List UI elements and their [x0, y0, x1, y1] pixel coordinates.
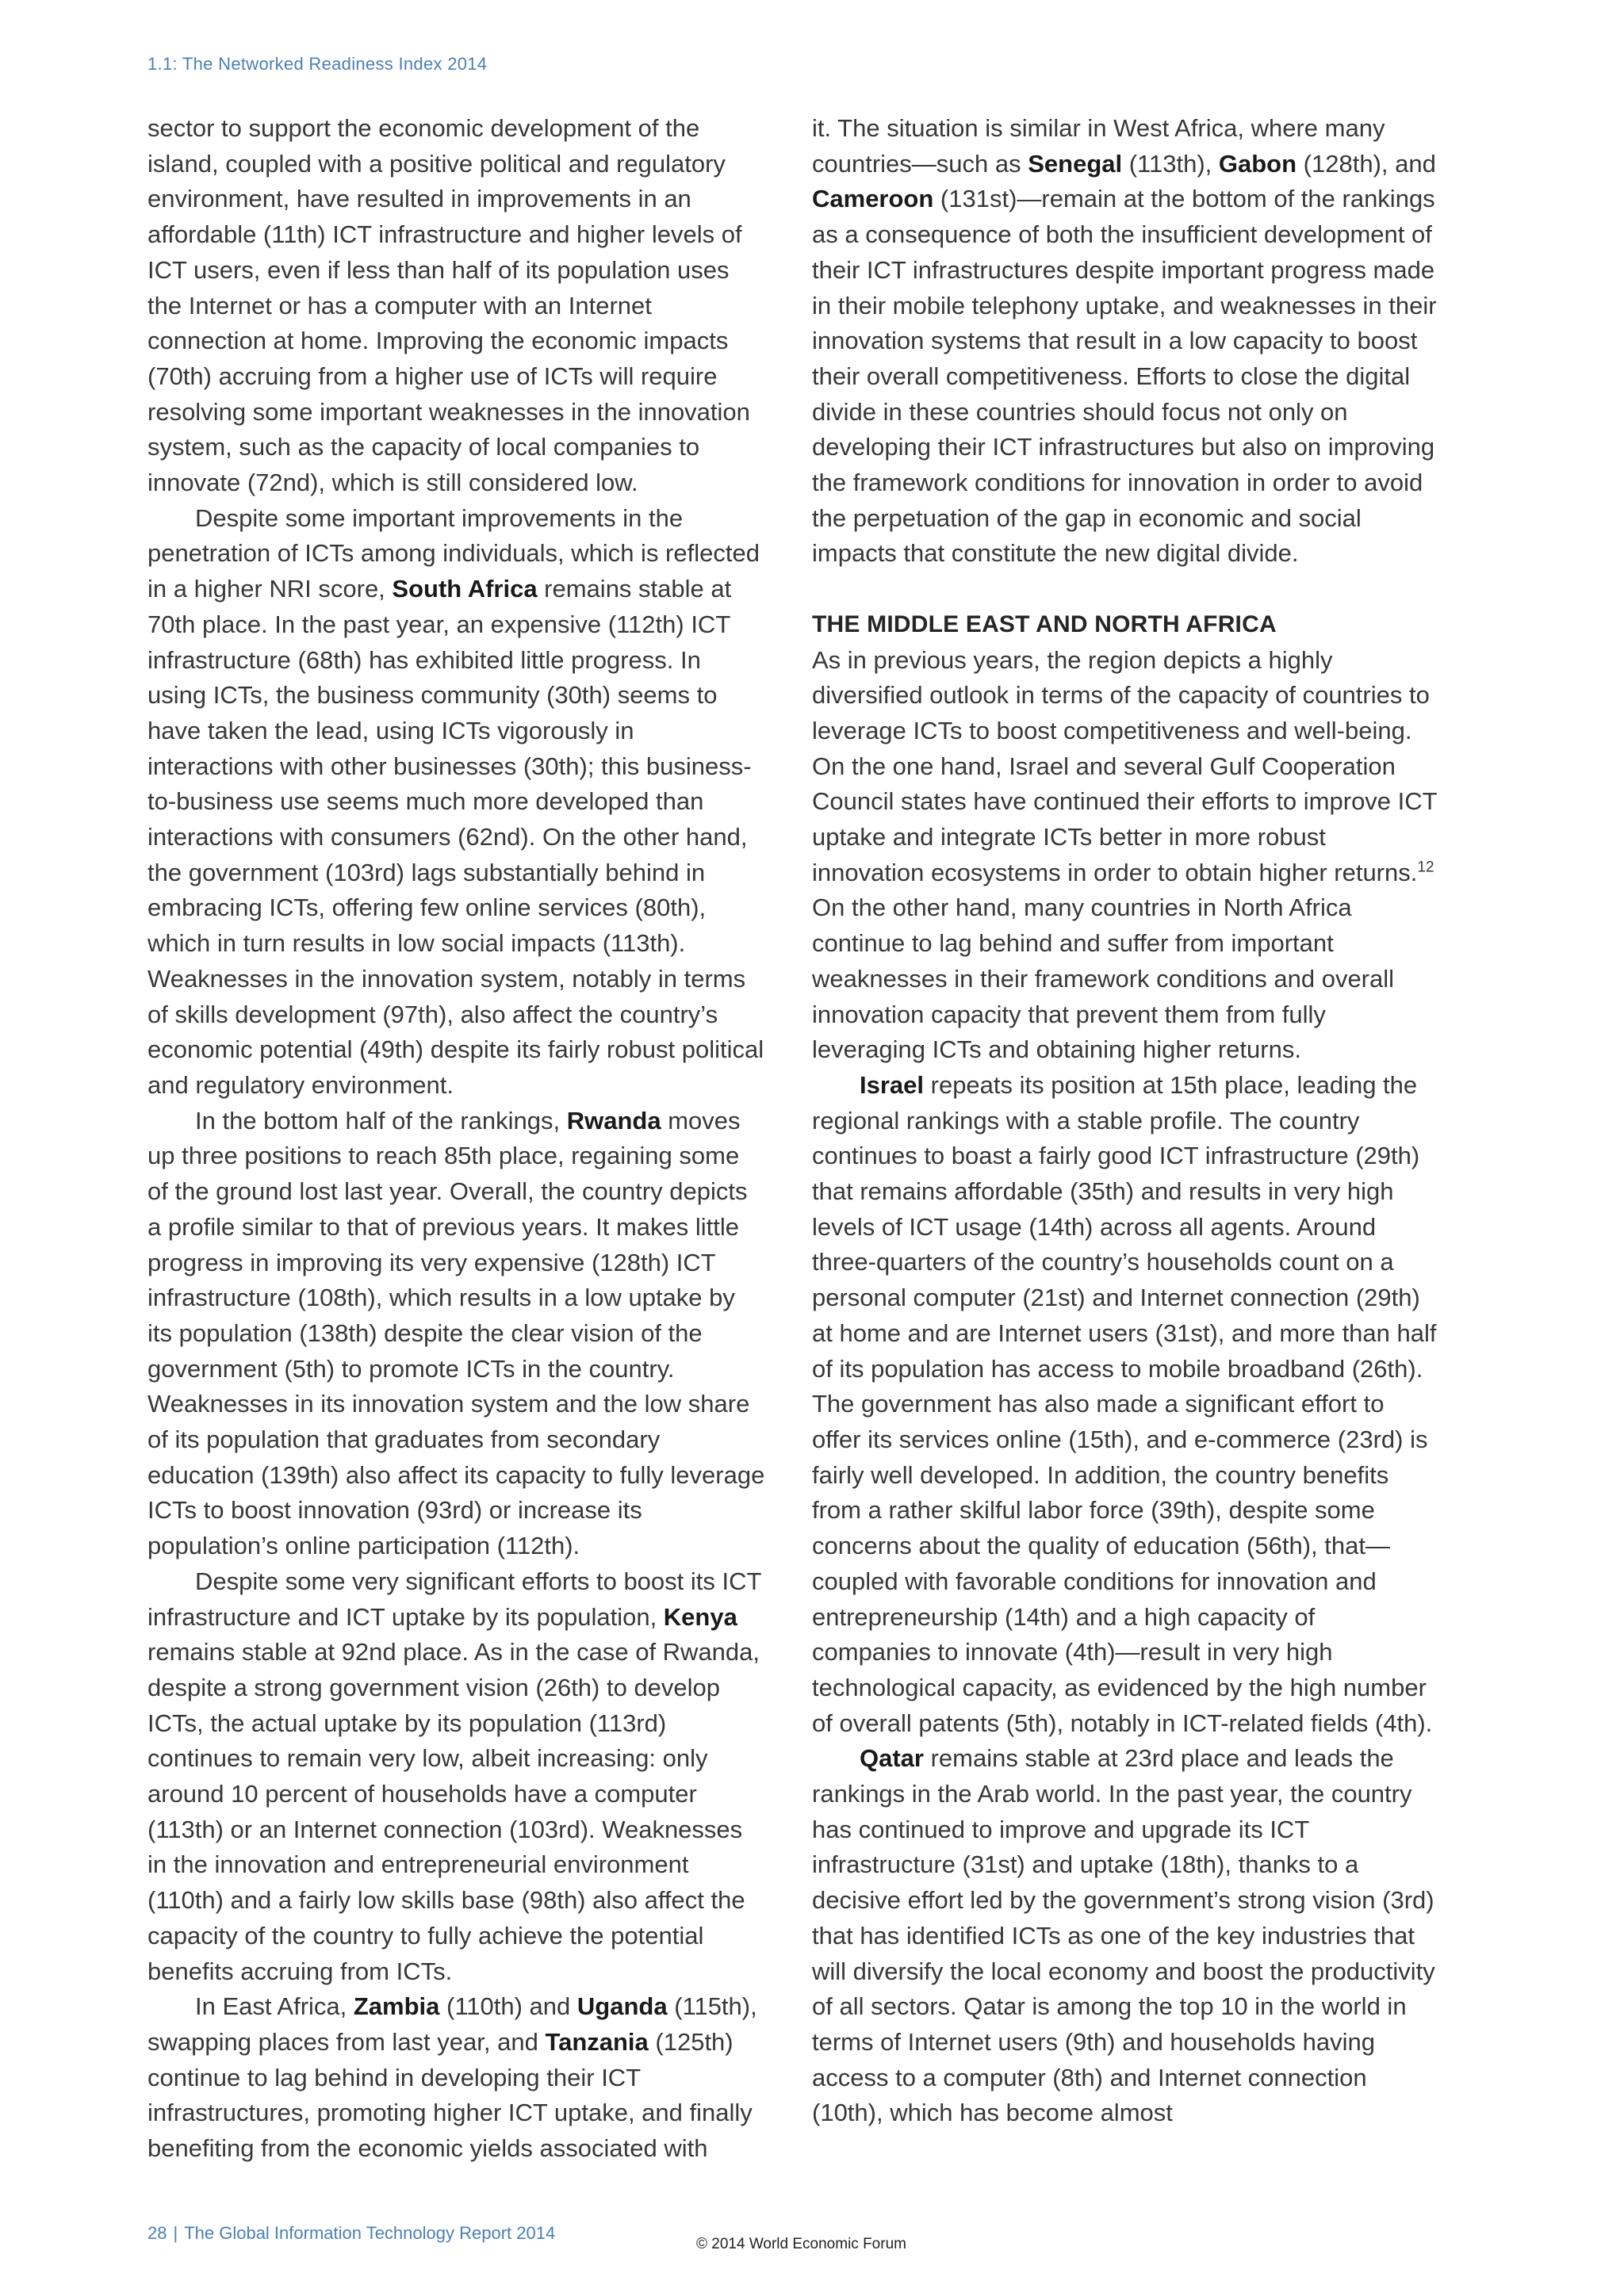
country-name: Cameroon — [812, 185, 934, 213]
country-name: Qatar — [860, 1744, 924, 1773]
country-name: Kenya — [663, 1602, 737, 1631]
country-name: Zambia — [353, 1992, 440, 2021]
country-name: Senegal — [1028, 149, 1123, 178]
page-footer — [147, 2223, 555, 2244]
paragraph-israel: Israel repeats its position at 15th place, leading the regional rankings with a stable profile. The country continues to boast a fairly good ICT infrastructure (29th) that remains affordable (35th) and results in very high levels of ICT usage (14th) across all agents. Around three-quarters of the country’s households count on a personal computer (21st) and Internet connection (29th) at home and are Internet users (31st), and more than half of its population has access to mobile broadband (26th). The government has also made a significant effort to offer its services online (15th), and e-commerce (23rd) is fairly well developed. In addition, the country benefits from a rather skilful labor force (39th), despite some concerns about the quality of education (56th), that—coupled with favorable conditions for innovation and entrepreneurship (14th) and a high capacity of companies to innovate (4th)—result in very high technological capacity, as evidenced by the high number of overall patents (5th), notably in ICT-related fields (4th). — [812, 1070, 1437, 1737]
copyright-notice: © 2014 World Economic Forum — [696, 2236, 906, 2252]
paragraph-rwanda: In the bottom half of the rankings, Rwanda moves up three positions to reach 85th place, regaining some of the ground lost last year. Overall, the country depicts a profile similar to that of previous years. It makes little progress in improving its very expensive (128th) ICT infrastructure (108th), which results in a low uptake by its population (138th) despite the clear vision of the government (5th) to promote ICTs in the country. Weaknesses in its innovation system and the low share of its population that graduates from secondary education (139th) also affect its capacity to fully leverage ICTs to boost innovation (93rd) or increase its population’s online participation (112th). — [147, 1106, 765, 1560]
country-name: South Africa — [392, 575, 538, 603]
section-spacer — [812, 572, 1438, 607]
left-column — [147, 111, 766, 2167]
right-column — [812, 111, 1438, 2131]
running-header: 1.1: The Networked Readiness Index 2014 — [147, 54, 488, 74]
paragraph-south-africa: Despite some important improvements in the penetration of ICTs among individuals, which is reflected in a higher NRI score, South Africa remains stable at 70th place. In the past year, an expensive (112th) ICT infrastructure (68th) has exhibited little progress. In using ICTs, the business community (30th) seems to have taken the lead, using ICTs vigorously in interactions with other businesses (30th); this business-to-business use seems much more developed than interactions with consumers (62nd). On the other hand, the government (103rd) lags substantially behind in embracing ICTs, offering few online services (80th), which in turn results in low social impacts (113th). Weaknesses in the innovation system, notably in terms of skills development (97th), also affect the country’s economic potential (49th) despite its fairly robust political and regulatory environment. — [147, 503, 764, 1099]
paragraph: sector to support the economic development of the island, coupled with a positive political and regulatory environment, have resulted in improvements in an affordable (11th) ICT infrastructure and higher levels of ICT users, even if less than half of its population uses the Internet or has a computer with an Internet connection at home. Improving the economic impacts (70th) accruing from a higher use of ICTs will require resolving some important weaknesses in the innovation system, such as the capacity of local companies to innovate (72nd), which is still considered low. — [147, 114, 750, 497]
section-heading: THE MIDDLE EAST AND NORTH AFRICA — [812, 610, 1277, 637]
report-title: The Global Information Technology Report 2014 — [184, 2223, 556, 2243]
paragraph-kenya: Despite some very significant efforts to boost its ICT infrastructure and ICT uptake by its population, Kenya remains stable at 92nd place. As in the case of Rwanda, despite a strong government vision (26th) to develop ICTs, the actual uptake by its population (113rd) continues to remain very low, albeit increasing: only around 10 percent of households have a computer (113th) or an Internet connection (103rd). Weaknesses in the innovation and entrepreneurial environment (110th) and a fairly low skills base (98th) also affect the capacity of the country to fully achieve the potential benefits accruing from ICTs. — [147, 1567, 761, 1985]
page-number: 28 — [147, 2223, 167, 2243]
paragraph-east-africa: In East Africa, Zambia (110th) and Uganda (115th), swapping places from last year, and Tanzania (125th) continue to lag behind in developing their ICT infrastructures, promoting higher ICT uptake, and finally benefiting from the economic yields associated with — [147, 1992, 757, 2163]
paragraph-west-africa: it. The situation is similar in West Africa, where many countries—such as Senegal (113th), Gabon (128th), and Cameroon (131st)—remain at the bottom of the rankings as a consequence of both the insufficient development of their ICT infrastructures despite important progress made in their mobile telephony uptake, and weaknesses in their innovation systems that result in a low capacity to boost their overall competitiveness. Efforts to close the digital divide in these countries should focus not only on developing their ICT infrastructures but also on improving the framework conditions for innovation in order to avoid the perpetuation of the gap in economic and social impacts that constitute the new digital divide. — [812, 114, 1437, 568]
footnote-ref: 12 — [1417, 859, 1434, 876]
paragraph-mena-intro: As in previous years, the region depicts a highly diversified outlook in terms of the capacity of countries to leverage ICTs to boost competitiveness and well-being. On the one hand, Israel and several Gulf Cooperation Council states have continued their efforts to improve ICT uptake and integrate ICTs better in more robust innovation ecosystems in order to obtain higher returns.$^{12}$ On the other hand, many countries in North Africa continue to lag behind and suffer from important weaknesses in their framework conditions and overall innovation capacity that prevent them from fully leveraging ICTs and obtaining higher returns. — [812, 645, 1438, 1064]
footer-separator: | — [173, 2223, 178, 2243]
country-name: Israel — [860, 1070, 925, 1099]
country-name: Rwanda — [566, 1106, 661, 1135]
country-name: Uganda — [576, 1992, 668, 2021]
country-name: Gabon — [1218, 149, 1297, 178]
country-name: Tanzania — [545, 2027, 649, 2056]
paragraph-qatar: Qatar remains stable at 23rd place and leads the rankings in the Arab world. In the past year, the country has continued to improve and upgrade its ICT infrastructure (31st) and uptake (18th), thanks to a decisive effort led by the government’s strong vision (3rd) that has identified ICTs as one of the key industries that will diversify the local economy and boost the productivity of all sectors. Qatar is among the top 10 in the world in terms of Internet users (9th) and households having access to a computer (8th) and Internet connection (10th), which has become almost — [812, 1744, 1435, 2127]
